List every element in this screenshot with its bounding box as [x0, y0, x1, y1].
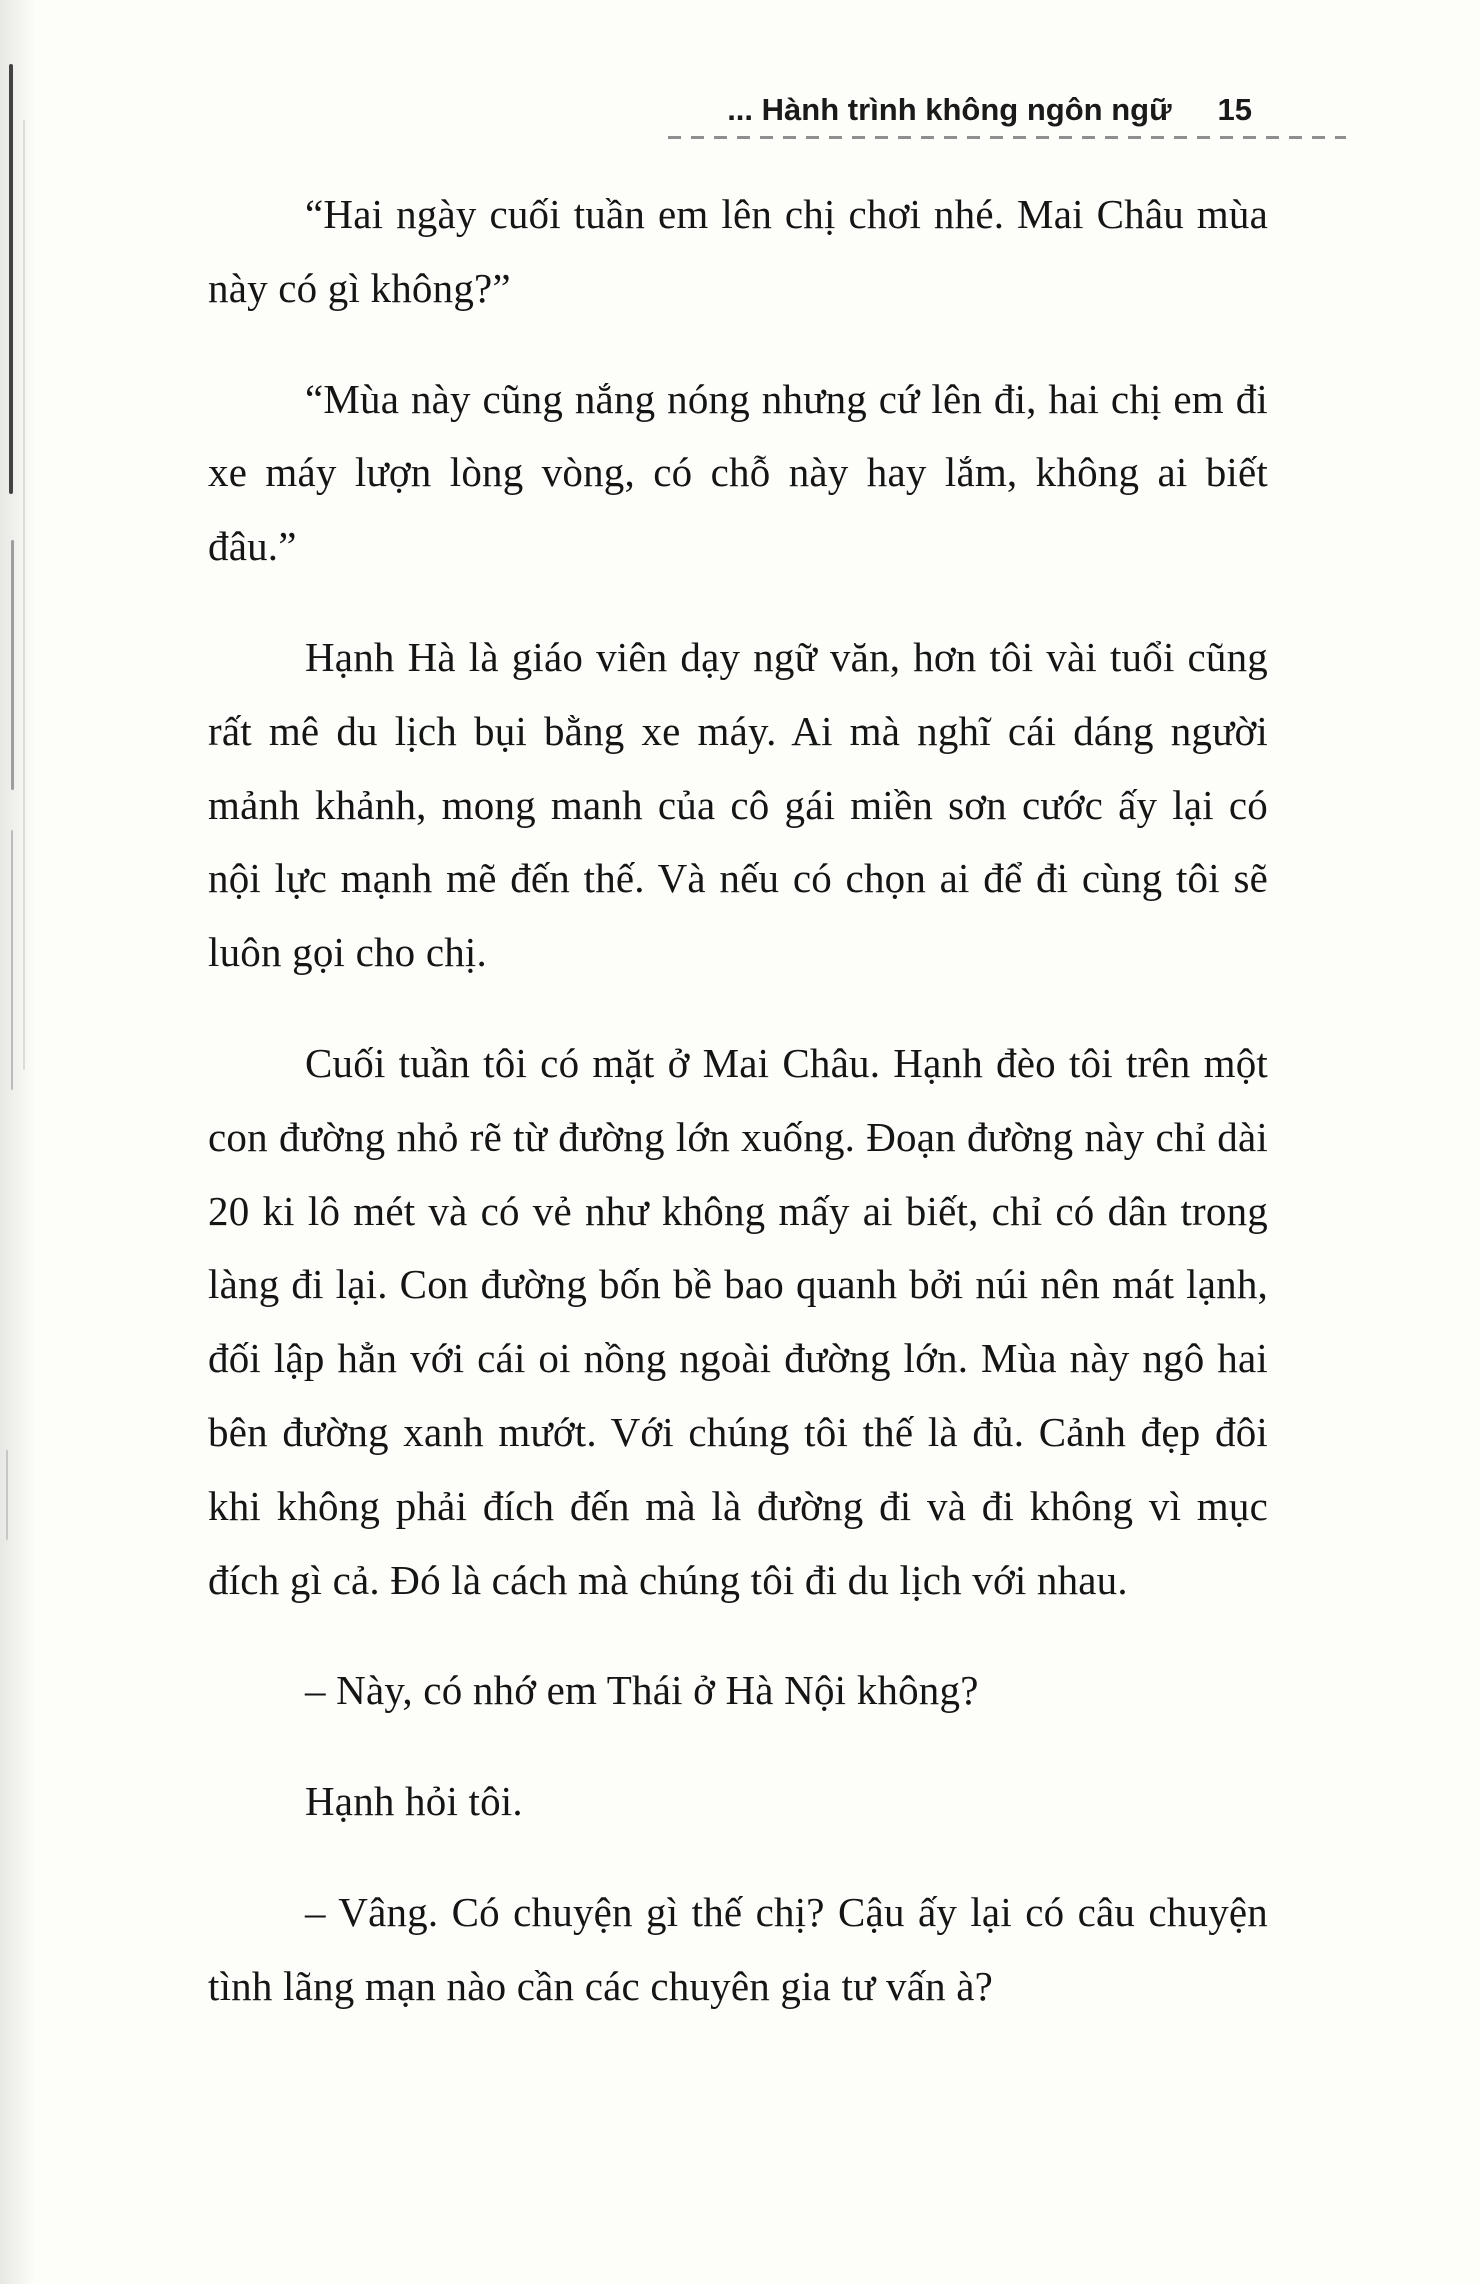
scan-line-artifact — [6, 1450, 8, 1540]
page-body — [208, 178, 1268, 2024]
binding-shadow — [0, 0, 36, 2284]
page-number: 15 — [1217, 92, 1252, 127]
scan-line-artifact — [11, 540, 14, 790]
scan-edge-artifacts — [0, 0, 46, 2284]
running-header-row — [727, 92, 1252, 128]
dashed-rule — [668, 136, 1346, 139]
scan-line-artifact — [23, 120, 25, 1070]
paragraph-3: Hạnh Hà là giáo viên dạy ngữ văn, hơn tôi vài tuổi cũng rất mê du lịch bụi bằng xe máy. Ai mà nghĩ cái dáng người mảnh khảnh, mong manh của cô gái miền sơn cước ấy lại có nội lực mạnh mẽ đến thế. Và nếu có chọn ai để đi cùng tôi sẽ luôn gọi cho chị. — [208, 633, 1268, 976]
paragraph-1: “Hai ngày cuối tuần em lên chị chơi nhé. Mai Châu mùa này có gì không?” — [208, 191, 1268, 311]
paragraph-7: – Vâng. Có chuyện gì thế chị? Cậu ấy lại có câu chuyện tình lãng mạn nào cần các chuyên gia tư vấn à? — [208, 1888, 1268, 2009]
paragraph-5: – Này, có nhớ em Thái ở Hà Nội không? — [305, 1667, 979, 1714]
paragraph-6: Hạnh hỏi tôi. — [305, 1778, 523, 1825]
running-title: ... Hành trình không ngôn ngữ — [727, 92, 1172, 127]
scan-line-artifact — [9, 64, 13, 494]
paragraph-2: “Mùa này cũng nắng nóng nhưng cứ lên đi, hai chị em đi xe máy lượn lòng vòng, có chỗ này hay lắm, không ai biết đâu.” — [208, 375, 1268, 570]
paragraph-4: Cuối tuần tôi có mặt ở Mai Châu. Hạnh đèo tôi trên một con đường nhỏ rẽ từ đường lớn xuống. Đoạn đường này chỉ dài 20 ki lô mét và có vẻ như không mấy ai biết, chỉ có dân trong làng đi lại. Con đường bốn bề bao quanh bởi núi nên mát lạnh, đối lập hẳn với cái oi nồng ngoài đường lớn. Mùa này ngô hai bên đường xanh mướt. Với chúng tôi thế là đủ. Cảnh đẹp đôi khi không phải đích đến mà là đường đi và đi không vì mục đích gì cả. Đó là cách mà chúng tôi đi du lịch với nhau. — [208, 1039, 1268, 1603]
scan-line-artifact — [11, 830, 13, 1090]
